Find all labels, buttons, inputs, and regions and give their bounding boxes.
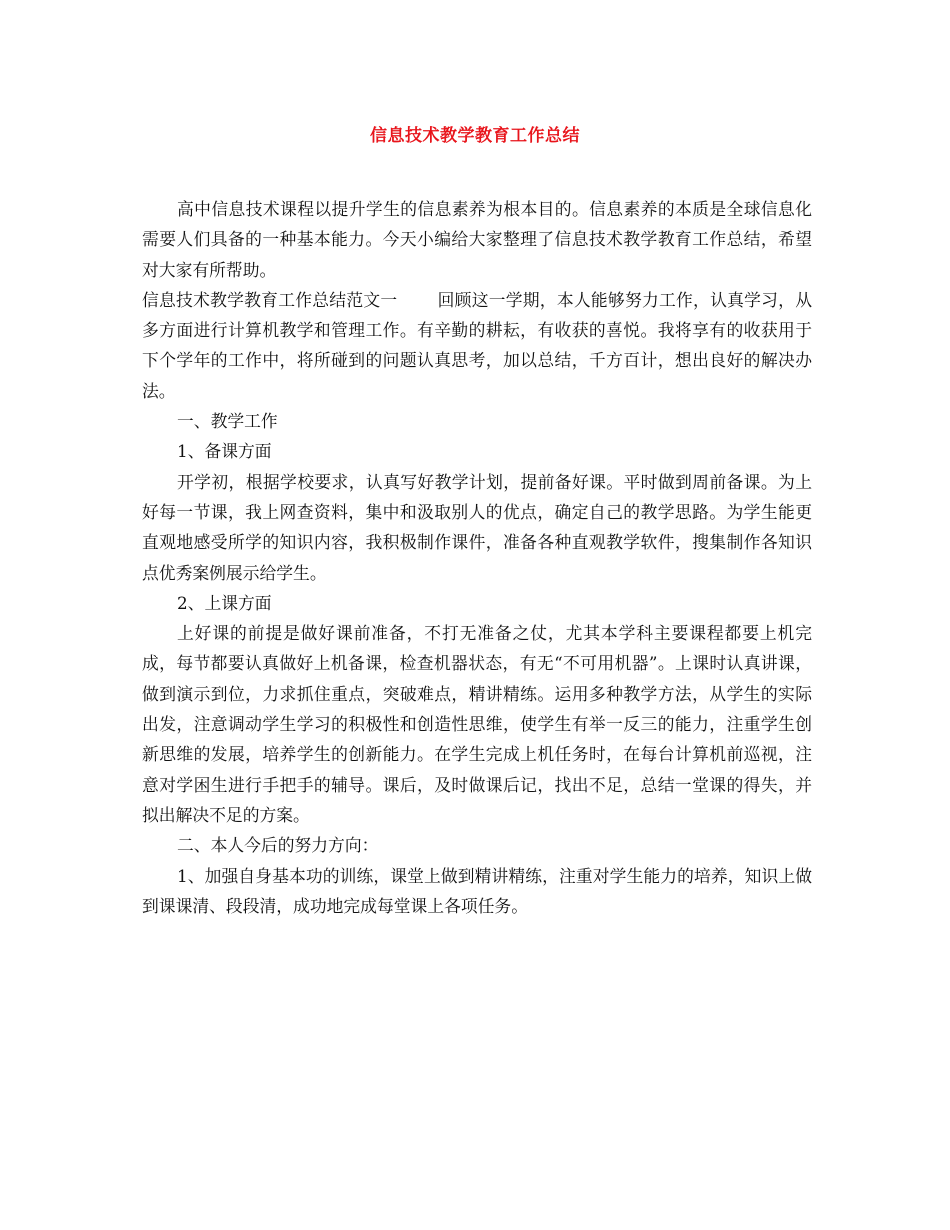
document-body (142, 194, 812, 921)
future-item-1: 1、加强自身基本功的训练，课堂上做到精讲精练，注重对学生能力的培养，知识上做到课课清、段段清，成功地完成每堂课上各项任务。 (142, 865, 812, 916)
section-heading-future-direction: 二、本人今后的努力方向： (177, 835, 379, 856)
document-title: 信息技术教学教育工作总结 (370, 126, 580, 146)
sample-opening-text: 回顾这一学期，本人能够努力工作，认真学习，从多方面进行计算机教学和管理工作。有辛勤的耕耘，有收获的喜悦。我将享有的收获用于下个学年的工作中，将所碰到的问题认真思考，加以总结，千方百计，想出良好的解决办法。 (142, 289, 812, 401)
intro-paragraph: 高中信息技术课程以提升学生的信息素养为根本目的。信息素养的本质是全球信息化需要人们具备的一种基本能力。今天小编给大家整理了信息技术教学教育工作总结，希望对大家有所帮助。 (142, 199, 812, 280)
subsection-heading-lesson-prep: 1、备课方面 (177, 441, 272, 462)
sample-heading: 信息技术教学教育工作总结范文一 (142, 289, 398, 310)
sample-paragraph (142, 285, 812, 406)
section-heading-teaching: 一、教学工作 (177, 411, 278, 432)
teaching-class-paragraph: 上好课的前提是做好课前准备，不打无准备之仗，尤其本学科主要课程都要上机完成，每节都要认真做好上机备课，检查机器状态，有无“不可用机器”。上课时认真讲课，做到演示到位，力求抓住重点，突破难点，精讲精练。运用多种教学方法，从学生的实际出发，注意调动学生学习的积极性和创造性思维，使学生有举一反三的能力，注重学生创新思维的发展，培养学生的创新能力。在学生完成上机任务时，在每台计算机前巡视，注意对学困生进行手把手的辅导。课后，及时做课后记，找出不足，总结一堂课的得失，并拟出解决不足的方案。 (142, 623, 812, 825)
subsection-heading-teaching-class: 2、上课方面 (177, 592, 272, 613)
lesson-prep-paragraph: 开学初，根据学校要求，认真写好教学计划，提前备好课。平时做到周前备课。为上好每一节课，我上网查资料，集中和汲取别人的优点，确定自己的教学思路。为学生能更直观地感受所学的知识内容，我积极制作课件，准备各种直观教学软件，搜集制作各知识点优秀案例展示给学生。 (142, 471, 812, 583)
